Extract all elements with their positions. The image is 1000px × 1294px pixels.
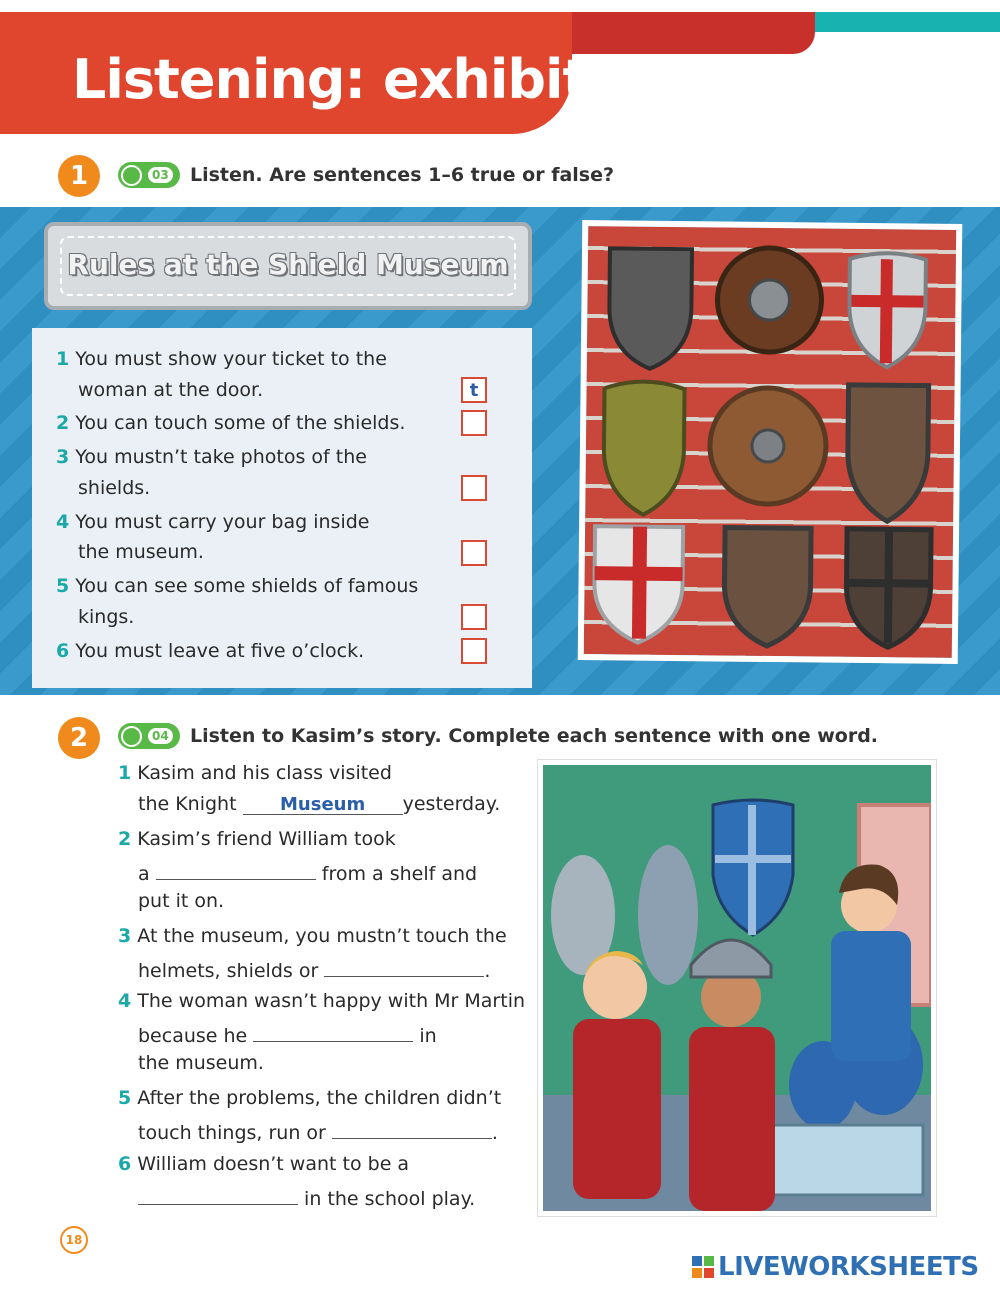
item-text: touch things, run or: [138, 1122, 326, 1144]
item-text: You can touch some of the shields.: [75, 412, 406, 434]
liveworksheets-logo-icon: [692, 1256, 714, 1278]
item-text: The woman wasn’t happy with Mr Martin: [137, 990, 526, 1012]
answer-box-3[interactable]: [461, 475, 487, 501]
item-number: 2: [56, 412, 70, 434]
answer-box-1[interactable]: t: [461, 377, 487, 403]
ex1-item-3: [56, 446, 367, 468]
item-text: Kasim and his class visited: [137, 762, 392, 784]
item-text: in the school play.: [304, 1188, 476, 1210]
ex2-item-4: [118, 990, 525, 1012]
ex2-item-1: [118, 762, 392, 784]
page-title: Listening: exhibits: [72, 48, 619, 111]
shield-olive: [603, 381, 684, 515]
item-text: You can see some shields of famous: [75, 575, 419, 597]
ex1-item-3-line-2: shields.: [78, 477, 151, 499]
ex2-item-3: [118, 925, 507, 947]
item-text: from a shelf and: [321, 863, 478, 885]
headphones-icon: [121, 726, 142, 747]
answer-blank-2[interactable]: [156, 859, 316, 880]
item-number: 4: [118, 990, 132, 1012]
ex2-item-5-line-2: [138, 1118, 498, 1144]
ex1-item-1-line-2: woman at the door.: [78, 379, 264, 401]
answer-blank-4[interactable]: [253, 1021, 413, 1042]
item-text: .: [491, 1122, 498, 1144]
item-text: You must carry your bag inside: [75, 511, 370, 533]
headphones-icon: [121, 165, 142, 186]
item-number: 3: [56, 446, 70, 468]
answer-box-6[interactable]: [461, 638, 487, 664]
item-text: the Knight: [138, 793, 237, 815]
liveworksheets-brand[interactable]: LIVEWORKSHEETS: [718, 1252, 979, 1282]
answer-blank-1[interactable]: Museum: [243, 794, 403, 815]
exercise-1-instruction: Listen. Are sentences 1–6 true or false?: [190, 164, 615, 186]
audio-track-number: 04: [148, 728, 173, 744]
item-number: 5: [56, 575, 70, 597]
ex2-item-4-line-2: [138, 1021, 437, 1047]
ex2-item-6: [118, 1153, 409, 1175]
museum-scene-picture: [538, 760, 936, 1216]
item-text: yesterday.: [402, 793, 501, 815]
audio-button-04[interactable]: [118, 723, 180, 749]
item-number: 1: [56, 348, 70, 370]
museum-scene-illustration: [543, 765, 931, 1211]
item-number: 3: [118, 925, 132, 947]
shield-wood-iron: [724, 528, 811, 647]
shield-wood-rect: [847, 385, 928, 522]
ex1-item-2: [56, 412, 405, 434]
item-number: 2: [118, 828, 132, 850]
item-text: William doesn’t want to be a: [137, 1153, 410, 1175]
ex2-item-2: [118, 828, 396, 850]
item-number: 5: [118, 1087, 132, 1109]
shield-wall-picture: [578, 220, 963, 664]
item-text: .: [484, 960, 491, 982]
ex1-item-4: [56, 511, 369, 533]
item-text: Kasim’s friend William took: [137, 828, 396, 850]
answer-box-2[interactable]: [461, 410, 487, 436]
item-text: At the museum, you mustn’t touch the: [137, 925, 507, 947]
ex2-item-1-line-2: [138, 793, 500, 815]
audio-track-number: 03: [148, 167, 173, 183]
exercise-1-number: 1: [58, 155, 100, 197]
item-number: 6: [118, 1153, 132, 1175]
shields-illustration: [584, 226, 956, 658]
answer-box-5[interactable]: [461, 604, 487, 630]
museum-sign-title: Rules at the Shield Museum: [67, 248, 509, 281]
item-text: After the problems, the children didn’t: [137, 1087, 502, 1109]
item-number: 1: [118, 762, 132, 784]
item-text: because he: [138, 1025, 248, 1047]
answer-box-4[interactable]: [461, 540, 487, 566]
ex1-item-4-line-2: the museum.: [78, 541, 204, 563]
ex2-item-2-line-3: put it on.: [138, 890, 225, 912]
audio-button-03[interactable]: [118, 162, 180, 188]
answer-blank-5[interactable]: [332, 1118, 492, 1139]
ex1-item-5: [56, 575, 418, 597]
ex2-item-3-line-2: [138, 956, 490, 982]
ex1-item-1: [56, 348, 387, 370]
shield-grey: [609, 248, 692, 369]
ex2-item-4-line-3: the museum.: [138, 1052, 264, 1074]
ex2-item-2-line-2: [138, 859, 477, 885]
item-number: 6: [56, 640, 70, 662]
ex1-item-5-line-2: kings.: [78, 606, 135, 628]
page-number: 18: [60, 1226, 88, 1254]
item-text: You must show your ticket to the: [75, 348, 387, 370]
exercise-2-instruction: Listen to Kasim’s story. Complete each sentence with one word.: [190, 725, 879, 747]
item-number: 4: [56, 511, 70, 533]
ex2-item-6-line-2: [138, 1184, 475, 1210]
ex1-item-6: [56, 640, 364, 662]
item-text: in: [419, 1025, 437, 1047]
answer-blank-6[interactable]: [138, 1184, 298, 1205]
item-text: You mustn’t take photos of the: [75, 446, 367, 468]
answer-blank-3[interactable]: [324, 956, 484, 977]
exercise-2-number: 2: [58, 717, 100, 759]
ex2-item-5: [118, 1087, 501, 1109]
item-text: You must leave at five o’clock.: [75, 640, 365, 662]
item-text: helmets, shields or: [138, 960, 319, 982]
item-text: a: [138, 863, 150, 885]
